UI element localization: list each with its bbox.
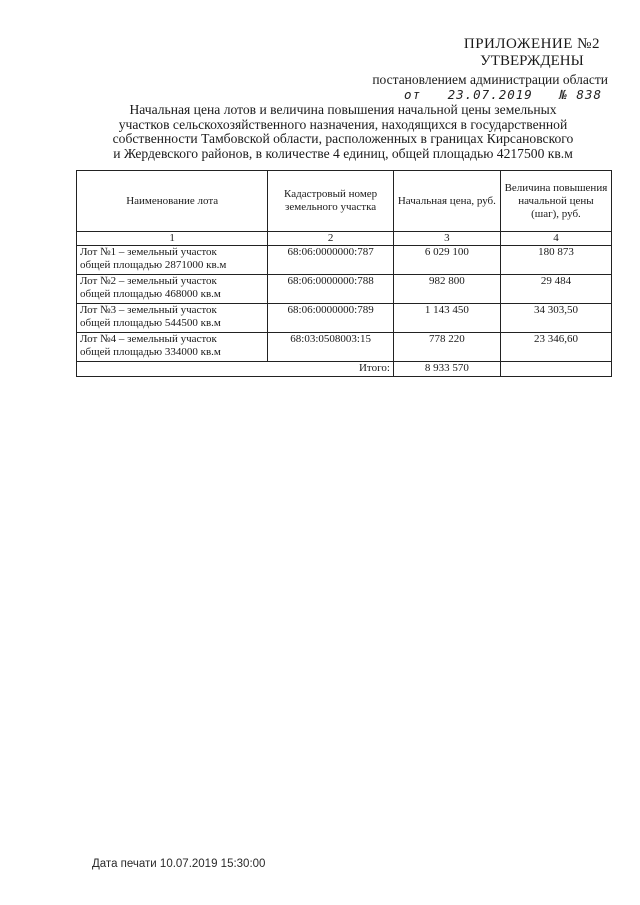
- lot-name-cell: [77, 246, 268, 275]
- lot-name-line: Лот №1 – земельный участок: [80, 246, 217, 258]
- column-number: 2: [268, 232, 394, 246]
- step-cell: 34 303,50: [500, 304, 611, 333]
- column-number-row: [77, 232, 612, 246]
- lot-name-cell: [77, 304, 268, 333]
- step-cell: 180 873: [500, 246, 611, 275]
- table-row: [77, 304, 612, 333]
- lot-name-cell: [77, 333, 268, 362]
- price-cell: 1 143 450: [393, 304, 500, 333]
- lot-name-line: Лот №3 – земельный участок: [80, 304, 217, 316]
- appendix-label: ПРИЛОЖЕНИЕ №2: [463, 36, 600, 52]
- lot-name-line: общей площадью 468000 кв.м: [80, 288, 221, 300]
- header-cadastral: Кадастровый номер земельного участка: [268, 171, 394, 232]
- lot-name-line: общей площадью 544500 кв.м: [80, 317, 221, 329]
- resolution-label: постановлением администрации области: [372, 72, 608, 87]
- header-step: Величина повышения начальной цены (шаг), руб.: [500, 171, 611, 232]
- cadastral-cell: 68:06:0000000:788: [268, 275, 394, 304]
- price-cell: 778 220: [393, 333, 500, 362]
- table-row: [77, 246, 612, 275]
- handwritten-prefix: от: [403, 87, 422, 102]
- document-title: [70, 103, 616, 161]
- price-cell: 6 029 100: [393, 246, 500, 275]
- header-price: Начальная цена, руб.: [393, 171, 500, 232]
- total-row: [77, 362, 612, 377]
- column-number: 4: [500, 232, 611, 246]
- cadastral-cell: 68:06:0000000:789: [268, 304, 394, 333]
- cadastral-cell: 68:03:0508003:15: [268, 333, 394, 362]
- table-header-row: [77, 171, 612, 232]
- lots-table: [76, 170, 612, 377]
- lot-name-line: Лот №4 – земельный участок: [80, 333, 217, 345]
- step-cell: 23 346,60: [500, 333, 611, 362]
- title-line: собственности Тамбовской области, расположенных в границах Кирсановского: [112, 131, 574, 146]
- column-number: 3: [393, 232, 500, 246]
- total-empty-cell: [500, 362, 611, 377]
- table-row: [77, 275, 612, 304]
- total-value: 8 933 570: [393, 362, 500, 377]
- header-lot-name: Наименование лота: [77, 171, 268, 232]
- lot-name-line: Лот №2 – земельный участок: [80, 275, 217, 287]
- title-line: Начальная цена лотов и величина повышения начальной цены земельных: [129, 102, 557, 117]
- handwritten-date-number: [404, 87, 602, 102]
- handwritten-date: 23.07.2019: [447, 87, 533, 102]
- step-cell: 29 484: [500, 275, 611, 304]
- handwritten-number: № 838: [559, 87, 602, 102]
- lot-name-cell: [77, 275, 268, 304]
- print-date: Дата печати 10.07.2019 15:30:00: [92, 858, 266, 870]
- column-number: 1: [77, 232, 268, 246]
- table-row: [77, 333, 612, 362]
- lot-name-line: общей площадью 334000 кв.м: [80, 346, 221, 358]
- cadastral-cell: 68:06:0000000:787: [268, 246, 394, 275]
- approved-label: УТВЕРЖДЕНЫ: [480, 53, 584, 69]
- appendix-header: [464, 36, 600, 70]
- price-cell: 982 800: [393, 275, 500, 304]
- lot-name-line: общей площадью 2871000 кв.м: [80, 259, 227, 271]
- title-line: и Жердевского районов, в количестве 4 единиц, общей площадью 4217500 кв.м: [113, 145, 573, 161]
- title-line: участков сельскохозяйственного назначения, находящихся в государственной: [118, 116, 568, 132]
- total-label: Итого:: [77, 362, 394, 377]
